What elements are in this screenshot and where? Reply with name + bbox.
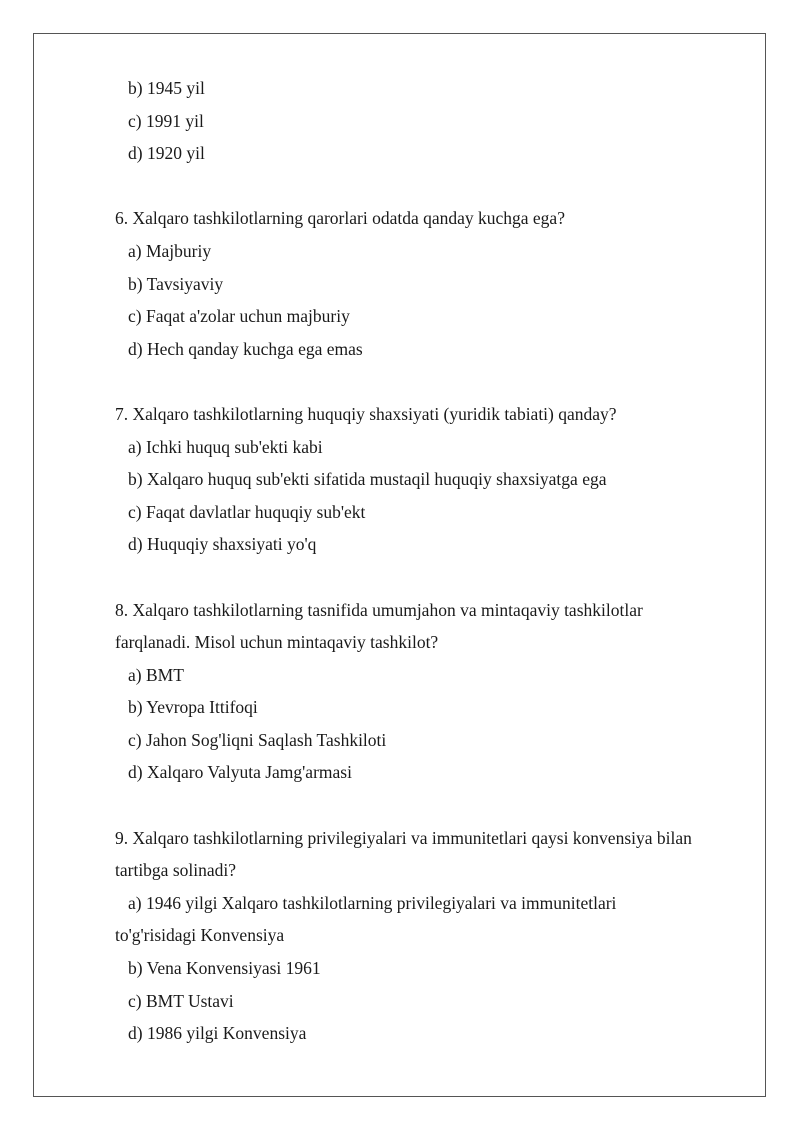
option-b: b) Vena Konvensiyasi 1961 (128, 958, 321, 979)
spacer (115, 170, 745, 203)
option-c: c) Faqat a'zolar uchun majburiy (128, 306, 350, 327)
option-a: a) 1946 yilgi Xalqaro tashkilotlarning privilegiyalari va immunitetlari (128, 892, 617, 913)
question-text-continued: tartibga solinadi? (115, 860, 237, 881)
option-b: b) Xalqaro huquq sub'ekti sifatida mustaqil huquqiy shaxsiyatga ega (128, 469, 607, 490)
spacer (115, 365, 745, 398)
question-text: 9. Xalqaro tashkilotlarning privilegiyalari va immunitetlari qaysi konvensiya bilan (115, 827, 692, 848)
question-9 (115, 822, 745, 1050)
option-a: a) Ichki huquq sub'ekti kabi (128, 436, 323, 457)
option-a-continued: to'g'risidagi Konvensiya (115, 925, 285, 946)
option-b: b) Tavsiyaviy (128, 273, 224, 294)
question-text: 8. Xalqaro tashkilotlarning tasnifida umumjahon va mintaqaviy tashkilotlar (115, 599, 643, 620)
question-text-continued: farqlanadi. Misol uchun mintaqaviy tashkilot? (115, 632, 439, 653)
option-c: c) 1991 yil (128, 110, 204, 131)
option-d: d) Hech qanday kuchga ega emas (128, 338, 363, 359)
spacer (115, 561, 745, 594)
question-6 (115, 202, 745, 365)
option-c: c) Jahon Sog'liqni Saqlash Tashkiloti (128, 729, 387, 750)
carry-over-options (115, 72, 745, 170)
question-text: 6. Xalqaro tashkilotlarning qarorlari odatda qanday kuchga ega? (115, 208, 565, 229)
spacer (115, 789, 745, 822)
option-d: d) Xalqaro Valyuta Jamg'armasi (128, 762, 352, 783)
question-8 (115, 594, 745, 790)
option-b: b) Yevropa Ittifoqi (128, 697, 258, 718)
option-a: a) Majburiy (128, 240, 212, 261)
question-7 (115, 398, 745, 561)
option-d: d) Huquqiy shaxsiyati yo'q (128, 534, 317, 555)
option-c: c) BMT Ustavi (128, 990, 234, 1011)
option-d: d) 1920 yil (128, 143, 205, 164)
document-body (115, 72, 745, 1050)
option-c: c) Faqat davlatlar huquqiy sub'ekt (128, 501, 366, 522)
option-b: b) 1945 yil (128, 78, 205, 98)
question-text: 7. Xalqaro tashkilotlarning huquqiy shaxsiyati (yuridik tabiati) qanday? (115, 403, 617, 424)
option-d: d) 1986 yilgi Konvensiya (128, 1023, 307, 1044)
option-a: a) BMT (128, 664, 184, 685)
